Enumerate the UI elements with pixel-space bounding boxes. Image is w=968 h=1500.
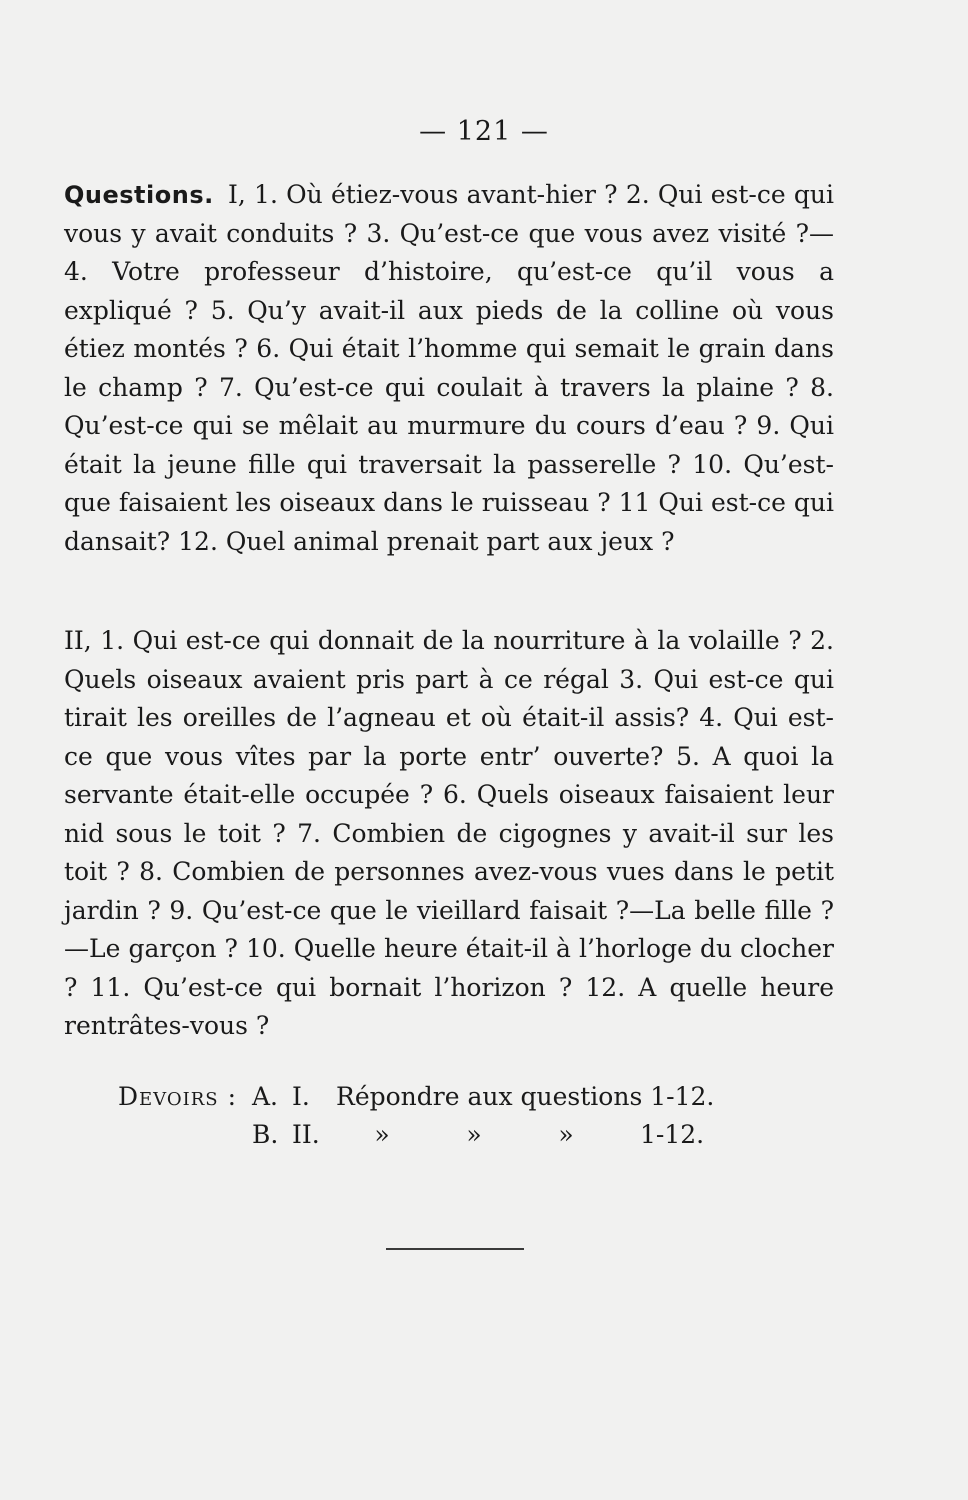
questions-section-2 bbox=[64, 622, 834, 1046]
devoirs-part-ii: II. bbox=[292, 1120, 320, 1149]
questions-section-1 bbox=[64, 176, 834, 561]
devoirs-range-b: 1-12. bbox=[640, 1120, 705, 1149]
ditto-mark: » bbox=[558, 1120, 574, 1149]
questions-section-1-text: I, 1. Où étiez-vous avant-hier ? 2. Qui est-ce qui vous y avait conduits ? 3. Qu’est-ce que vous avez visité ?— 4. Votre professeur d’histoire, qu’est-ce qu’il vous a expliqué ? 5. Qu’y avait-il aux pieds de la colline où vous étiez montés ? 6. Qui était l’homme qui semait le grain dans le champ ? 7. Qu’est-ce qui coulait à travers la plaine ? 8. Qu’est-ce qui se mêlait au murmure du cours d’eau ? 9. Qui était la jeune fille qui traversait la passerelle ? 10. Qu’est-que faisaient les oiseaux dans le ruisseau ? 11 Qui est-ce qui dansait? 12. Quel animal prenait part aux jeux ? bbox=[64, 180, 834, 556]
devoirs-row-a bbox=[118, 1078, 758, 1116]
devoirs-part-i: I. bbox=[292, 1082, 310, 1111]
section-divider bbox=[386, 1248, 524, 1250]
devoirs-heading: Devoirs : bbox=[118, 1082, 237, 1111]
devoirs-spacer bbox=[118, 1116, 252, 1154]
ditto-mark: » bbox=[374, 1120, 390, 1149]
devoirs-row-b bbox=[118, 1116, 758, 1154]
devoirs-letter-b: B. bbox=[252, 1120, 279, 1149]
devoirs-task-a: Répondre aux questions 1-12. bbox=[336, 1082, 715, 1111]
ditto-mark: » bbox=[466, 1120, 482, 1149]
devoirs-block bbox=[118, 1078, 758, 1154]
questions-heading: Questions. bbox=[64, 181, 214, 209]
devoirs-letter-a: A. bbox=[252, 1082, 279, 1111]
questions-section-2-text: II, 1. Qui est-ce qui donnait de la nourriture à la volaille ? 2. Quels oiseaux avaient pris part à ce régal 3. Qui est-ce qui tirait les oreilles de l’agneau et où était-il assis? 4. Qui est-ce que vous vîtes par la porte entr’ ouverte? 5. A quoi la servante était-elle occupée ? 6. Quels oiseaux faisaient leur nid sous le toit ? 7. Combien de cigognes y avait-il sur les toit ? 8. Combien de personnes avez-vous vues dans le petit jardin ? 9. Qu’est-ce que le vieillard faisait ?—La belle fille ?—Le garçon ? 10. Quelle heure était-il à l’horloge du clocher ? 11. Qu’est-ce qui bornait l’horizon ? 12. A quelle heure rentrâtes-vous ? bbox=[64, 626, 834, 1040]
page-number: — 121 — bbox=[419, 116, 549, 147]
